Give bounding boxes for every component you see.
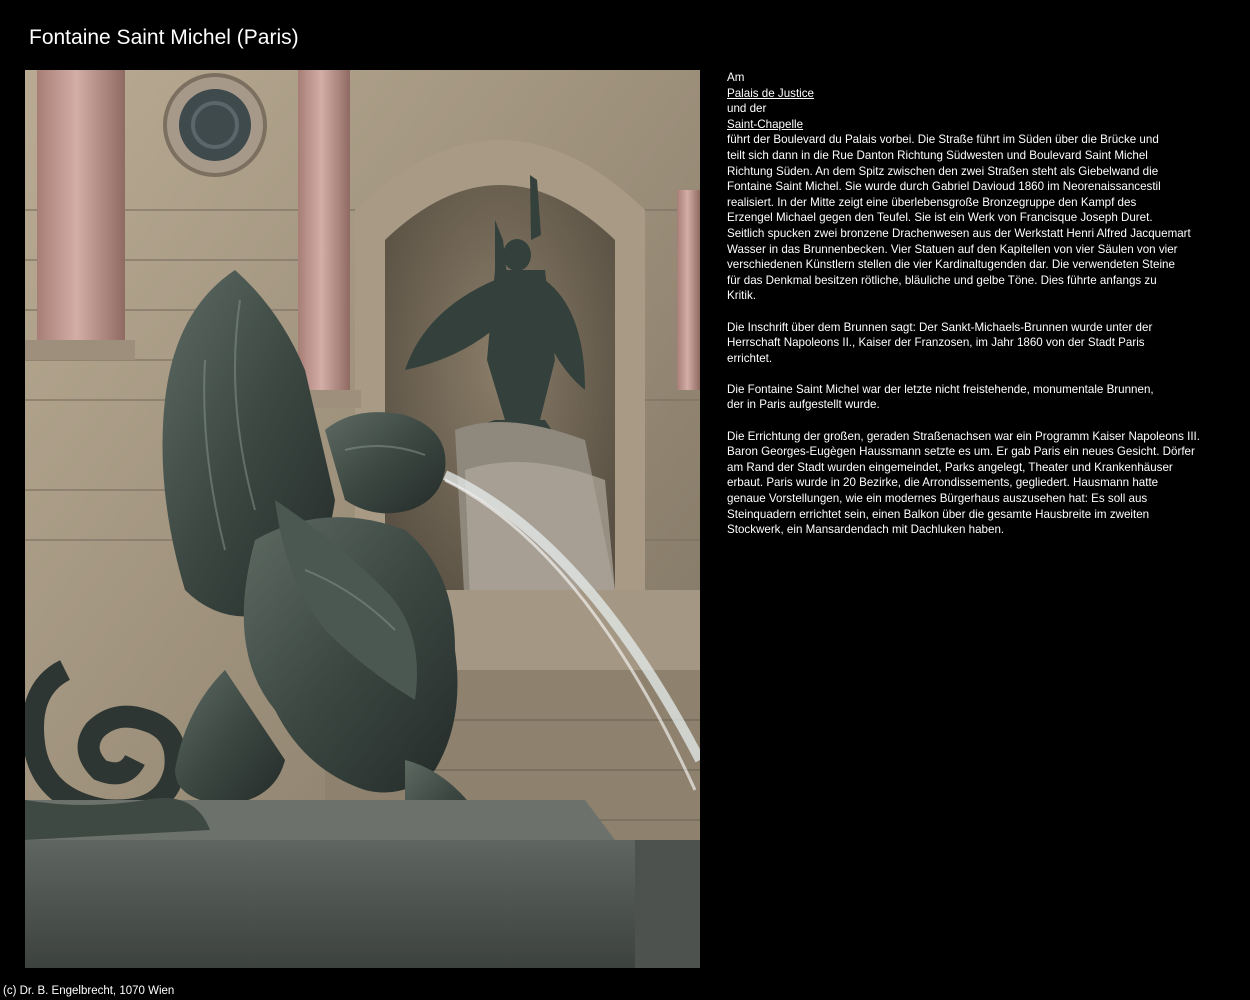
description-text — [727, 70, 1227, 553]
intro-line: verschiedenen Künstlern stellen die vier Kardinaltugenden dar. Die verwendeten Steine — [727, 258, 1175, 272]
last-fountain-paragraph — [727, 382, 1227, 413]
intro-line: Fontaine Saint Michel. Sie wurde durch Gabriel Davioud 1860 im Neorenaissancestil — [727, 180, 1161, 194]
intro-line: Seitlich spucken zwei bronzene Drachenwesen aus der Werkstatt Henri Alfred Jacquemart — [727, 226, 1191, 240]
intro-line: Wasser in das Brunnenbecken. Vier Statuen auf den Kapitellen von vier Säulen von vier — [727, 242, 1178, 256]
intro-line: Kritik. — [727, 289, 756, 303]
intro-line: Richtung Süden. An dem Spitz zwischen den zwei Straßen steht als Giebelwand die — [727, 164, 1159, 178]
link-palais-de-justice[interactable]: Palais de Justice — [727, 86, 814, 100]
paragraph-line: errichtet. — [727, 351, 773, 365]
intro-paragraph — [727, 70, 1227, 304]
page-title: Fontaine Saint Michel (Paris) — [29, 26, 299, 49]
link-saint-chapelle[interactable]: Saint-Chapelle — [727, 117, 804, 131]
paragraph-line: Stockwerk, ein Mansardendach mit Dachluken haben. — [727, 523, 1005, 537]
fountain-photo[interactable] — [25, 70, 700, 968]
paragraph-line: am Rand der Stadt wurden eingemeindet, Parks angelegt, Theater und Krankenhäuser — [727, 460, 1173, 474]
copyright-footer: (c) Dr. B. Engelbrecht, 1070 Wien — [3, 985, 175, 997]
intro-line: führt der Boulevard du Palais vorbei. Die Straße führt im Süden über die Brücke und — [727, 133, 1159, 147]
intro-line: teilt sich dann in die Rue Danton Richtung Südwesten und Boulevard Saint Michel — [727, 148, 1148, 162]
fountain-photo-illustration — [25, 70, 700, 968]
haussmann-paragraph — [727, 429, 1227, 538]
paragraph-line: Steinquadern errichtet sein, einen Balkon über die gesamte Hausbreite im zweiten — [727, 507, 1150, 521]
paragraph-line: Die Inschrift über dem Brunnen sagt: Der Sankt-Michaels-Brunnen wurde unter der — [727, 320, 1153, 334]
paragraph-line: genaue Vorstellungen, wie ein modernes Bürgerhaus auszusehen hat: Es soll aus — [727, 492, 1148, 506]
intro-lead: Am — [727, 71, 745, 84]
paragraph-line: Die Errichtung der großen, geraden Straßenachsen war ein Programm Kaiser Napoleons III. — [727, 429, 1201, 443]
paragraph-line: der in Paris aufgestellt wurde. — [727, 398, 880, 412]
paragraph-line: erbaut. Paris wurde in 20 Bezirke, die Arrondissements, gegliedert. Hausmann hatte — [727, 476, 1159, 490]
inscription-paragraph — [727, 320, 1227, 367]
intro-mid: und der — [727, 102, 767, 116]
paragraph-line: Baron Georges-Eugègen Haussmann setzte es um. Er gab Paris ein neues Gesicht. Dörfer — [727, 445, 1195, 459]
intro-line: für das Denkmal besitzen rötliche, bläuliche und gelbe Töne. Dies führte anfangs zu — [727, 273, 1157, 287]
paragraph-line: Herrschaft Napoleons II., Kaiser der Franzosen, im Jahr 1860 von der Stadt Paris — [727, 336, 1145, 350]
intro-line: Erzengel Michael gegen den Teufel. Sie ist ein Werk von Francisque Joseph Duret. — [727, 211, 1153, 225]
intro-line: realisiert. In der Mitte zeigt eine überlebensgroße Bronzegruppe den Kampf des — [727, 195, 1137, 209]
paragraph-line: Die Fontaine Saint Michel war der letzte nicht freistehende, monumentale Brunnen, — [727, 382, 1154, 396]
